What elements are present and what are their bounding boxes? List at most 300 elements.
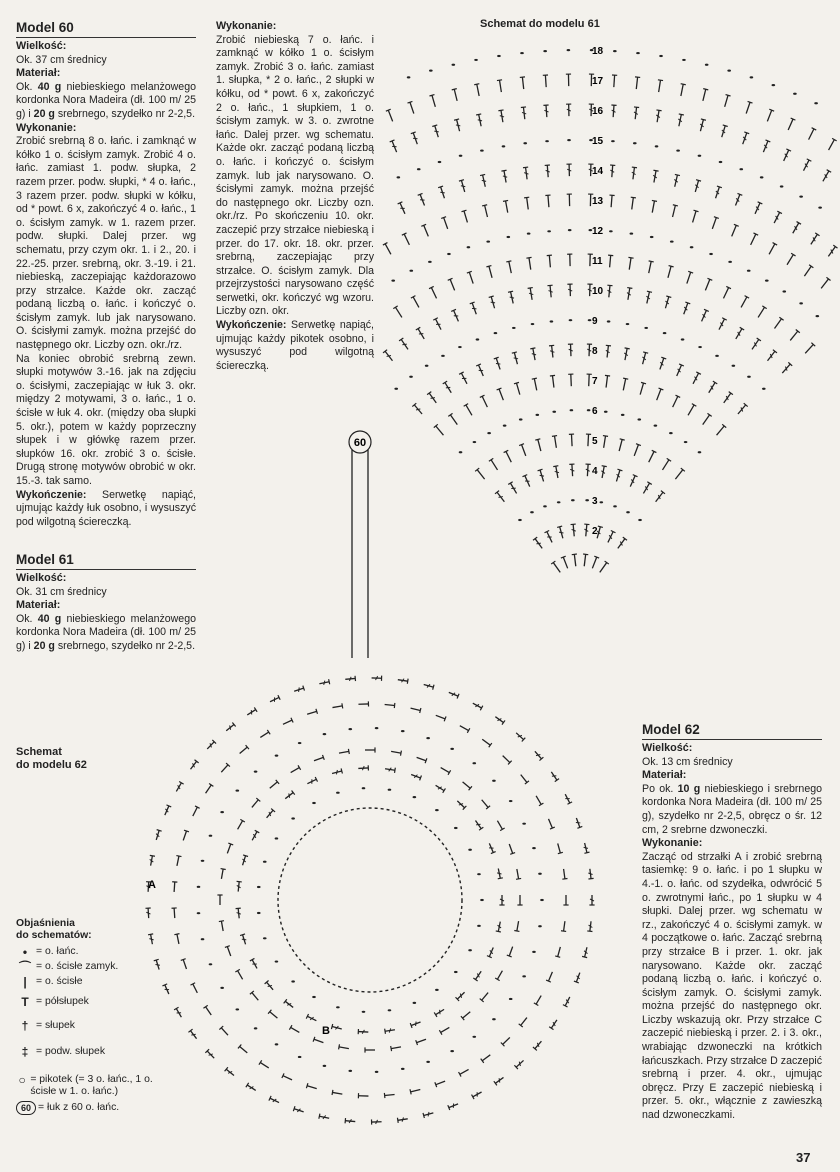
stitch-mark [383, 350, 394, 363]
legend-item: | = o. ścisłe [23, 975, 83, 989]
chain-mark [585, 499, 589, 501]
chain-mark [426, 737, 430, 739]
model61-work-label: Wykonanie: [216, 20, 277, 32]
chain-mark [552, 411, 556, 413]
chain-mark [684, 441, 688, 443]
stitch-mark [434, 424, 446, 437]
stitch-mark [780, 362, 792, 374]
stitch-mark [715, 424, 727, 437]
round-label: 3 [592, 496, 598, 507]
stitch-mark [729, 224, 738, 237]
stitch-mark [586, 374, 592, 386]
stitch-mark [514, 921, 521, 932]
chain-mark [494, 332, 498, 334]
stitch-mark [235, 819, 245, 830]
chain-mark [201, 938, 205, 940]
chain-mark [362, 1011, 366, 1013]
stitch-mark [474, 84, 481, 97]
round-label: 2 [592, 526, 598, 537]
chain-mark [468, 849, 472, 851]
chain-mark [503, 424, 507, 426]
chain-mark [454, 827, 458, 829]
stitch-mark [472, 701, 483, 710]
stitch-mark [421, 224, 430, 237]
stitch-mark [569, 434, 575, 446]
stitch-mark [434, 783, 445, 793]
chain-mark [780, 185, 784, 187]
round-label: 15 [592, 136, 604, 147]
chain-mark [458, 346, 462, 348]
stitch-mark [219, 869, 226, 880]
stitch-mark [698, 119, 706, 132]
stitch-mark [459, 723, 470, 732]
stitch-mark [494, 357, 503, 370]
stitch-mark [674, 364, 684, 377]
stitch-mark [826, 138, 836, 151]
stitch-mark [174, 856, 181, 867]
stitch-mark [331, 768, 342, 776]
stitch-mark [656, 80, 663, 93]
stitch-mark [568, 344, 574, 356]
chain-mark [480, 149, 484, 151]
chain-mark [435, 809, 439, 811]
chain-mark [719, 161, 723, 163]
chain-mark [454, 971, 458, 973]
stitch-mark [646, 450, 656, 463]
chain-mark [298, 1056, 302, 1058]
chain-mark [468, 949, 472, 951]
model60-material-text: Ok. 40 g niebieskiego melanżowego kordonka Nora Madeira (dł. 100 m/ 25 g) i 20 g srebrnego, szydełko nr 2-2,5. [16, 80, 196, 120]
stitch-mark [750, 338, 761, 351]
stitch-mark [660, 458, 671, 471]
chain-mark [527, 232, 531, 234]
chain-mark [263, 861, 267, 863]
chain-mark [417, 168, 421, 170]
chain-mark [818, 207, 822, 209]
chain-mark [538, 925, 542, 927]
stitch-mark [821, 170, 832, 183]
stitch-mark [819, 277, 830, 290]
stitch-mark [641, 482, 652, 495]
stitch-mark [265, 980, 275, 991]
stitch-mark [238, 745, 249, 755]
chain-mark [459, 155, 463, 157]
stitch-mark [203, 783, 213, 794]
stitch-mark [412, 403, 424, 416]
chain-mark [814, 102, 818, 104]
chart61-marks [383, 49, 838, 574]
stitch-mark [633, 107, 640, 120]
stitch-mark [566, 74, 571, 86]
stitch-mark [614, 469, 622, 482]
stitch-mark [663, 296, 671, 309]
stitch-mark [495, 491, 506, 504]
legend-item: • = o. łańc. [22, 945, 79, 959]
stitch-mark [454, 119, 462, 132]
chain-mark [698, 451, 702, 453]
stitch-mark [265, 809, 275, 820]
stitch-mark [654, 388, 663, 401]
stitch-mark [508, 482, 519, 495]
stitch-mark [172, 882, 178, 892]
stitch-mark [744, 101, 753, 114]
chain-arch-diagram [340, 420, 380, 660]
stitch-mark [713, 186, 722, 199]
chain-mark [765, 280, 769, 282]
stitch-mark [306, 1014, 317, 1023]
stitch-mark [598, 561, 609, 574]
stitch-mark [788, 329, 800, 342]
chain-mark [637, 418, 641, 420]
round-label: 18 [592, 46, 604, 57]
chain-mark [450, 748, 454, 750]
stitch-mark [514, 1059, 525, 1070]
chain-mark [739, 168, 743, 170]
round-label: 9 [592, 316, 598, 327]
stitch-mark [801, 159, 811, 172]
chain-mark [254, 1027, 258, 1029]
model60-work-p2: Na koniec obrobić srebrną zewn. słupki motywów 3.-16. jak na zdjęciu o. ścisłymi, zaczepiając w łuk 3. okr. między 2 motywami, 3 o. łańc., 1 o. ścisłe w łuk 4. okr. (między oba słupki 5. okr.), potem w każdy poprzeczny słupek i w główkę razem przer. słupków 16. okr. zrobić 3 o. ścisłe. Drugą stronę motywów obrobić w okr. 15.-3. tak samo. [16, 352, 196, 487]
stitch-mark [236, 908, 242, 918]
schema61-title: Schemat do modelu 61 [480, 18, 600, 30]
stitch-mark [568, 374, 574, 386]
stitch-mark [384, 1092, 394, 1098]
stitch-mark [736, 403, 748, 416]
stitch-mark [345, 1118, 355, 1124]
model60-size-label: Wielkość: [16, 40, 67, 52]
stitch-mark [806, 128, 816, 141]
stitch-mark [590, 556, 599, 569]
stitch-mark [393, 306, 404, 319]
chain-mark [425, 365, 429, 367]
stitch-mark [250, 830, 259, 841]
stitch-mark [452, 89, 460, 102]
chain-mark [793, 93, 797, 95]
stitch-mark [448, 278, 457, 291]
chain-mark [336, 792, 340, 794]
stitch-mark [407, 101, 416, 114]
stitch-mark [606, 530, 616, 543]
chain-mark [236, 789, 240, 791]
stitch-mark [219, 763, 230, 774]
stitch-mark [225, 1067, 236, 1077]
stitch-mark [476, 364, 486, 377]
stitch-mark [583, 524, 589, 536]
chain-mark [782, 290, 786, 292]
chain-mark [669, 432, 673, 434]
stitch-mark [655, 110, 662, 123]
stitch-mark [240, 855, 248, 866]
stitch-mark [628, 475, 638, 488]
stitch-mark [765, 109, 774, 122]
stitch-mark [587, 868, 593, 879]
stitch-mark [561, 921, 567, 932]
chain-mark [298, 742, 302, 744]
stitch-mark [670, 395, 680, 408]
stitch-mark [459, 180, 467, 193]
stitch-mark [557, 526, 565, 539]
chain-mark [375, 1071, 379, 1073]
stitch-mark [555, 946, 563, 957]
stitch-mark [383, 243, 393, 256]
stitch-mark [585, 434, 591, 446]
model61-material-label: Materiał: [16, 599, 61, 612]
stitch-mark [563, 793, 572, 804]
stitch-mark [225, 843, 233, 854]
stitch-mark [524, 197, 531, 210]
chain-mark [681, 338, 685, 340]
stitch-mark [574, 817, 582, 828]
stitch-mark [429, 286, 439, 299]
chain-mark [607, 320, 611, 322]
chain-mark [413, 796, 417, 798]
stitch-mark [358, 701, 368, 707]
stitch-mark [456, 990, 467, 1001]
stitch-mark [607, 255, 613, 267]
stitch-mark [521, 107, 528, 120]
stitch-mark [448, 1101, 459, 1110]
stitch-mark [611, 105, 617, 117]
stitch-mark [494, 1075, 505, 1085]
stitch-mark [545, 195, 551, 207]
stitch-mark [609, 195, 615, 207]
stitch-mark [543, 105, 549, 117]
stitch-mark [306, 1083, 317, 1091]
stitch-mark [313, 1037, 324, 1045]
stitch-mark [703, 278, 712, 291]
stitch-mark [246, 1083, 257, 1093]
chain-mark [428, 261, 432, 263]
stitch-mark [802, 265, 813, 278]
stitch-mark [552, 436, 559, 449]
page-number: 37 [796, 1150, 811, 1165]
chain-mark [388, 789, 392, 791]
chain-mark [540, 899, 544, 901]
stitch-mark [410, 706, 421, 713]
stitch-mark [459, 1067, 470, 1076]
stitch-mark [719, 125, 727, 138]
stitch-mark [416, 755, 427, 763]
chain-mark [497, 55, 501, 57]
stitch-mark [532, 378, 540, 391]
stitch-mark [339, 749, 350, 756]
chain-mark [480, 899, 484, 901]
chain-mark [772, 84, 776, 86]
stitch-mark [514, 382, 522, 395]
chain-mark [447, 253, 451, 255]
stitch-mark [545, 530, 555, 543]
stitch-mark [489, 458, 500, 471]
model61-finish: Wykończenie: Serwetkę napiąć, ujmując każdy pikotek osobno, i wysuszyć pod wilgotną ściereczką. [216, 319, 374, 372]
stitch-mark [487, 842, 496, 853]
stitch-mark [622, 348, 629, 361]
chain-mark [220, 811, 224, 813]
stitch-mark [630, 167, 637, 180]
chain-mark [587, 409, 591, 411]
stitch-mark [686, 404, 697, 417]
stitch-mark [331, 1024, 342, 1032]
chain-mark [409, 270, 413, 272]
round-label: 11 [592, 256, 603, 267]
stitch-mark [523, 167, 530, 180]
stitch-mark [386, 109, 395, 122]
model61-size-text: Ok. 31 cm średnicy [16, 585, 107, 598]
chain-mark [522, 975, 526, 977]
chain-mark [567, 139, 571, 141]
chain-mark [747, 376, 751, 378]
stitch-mark [567, 284, 573, 296]
stitch-mark [508, 291, 516, 304]
stitch-mark [646, 261, 654, 274]
stitch-mark [293, 1106, 304, 1114]
stitch-mark [519, 444, 528, 457]
chain-mark [568, 229, 572, 231]
stitch-mark [739, 296, 749, 309]
stitch-mark [644, 291, 652, 304]
stitch-mark [678, 84, 685, 97]
stitch-mark [498, 110, 505, 123]
round-label: 17 [592, 76, 604, 87]
chain-mark [636, 52, 640, 54]
stitch-mark [332, 1090, 343, 1097]
chain-mark [626, 511, 630, 513]
chain-mark [650, 236, 654, 238]
chart62-diagram [100, 630, 640, 1160]
chain-mark [569, 319, 573, 321]
model60-title: Model 60 [16, 20, 196, 38]
stitch-mark [434, 1007, 445, 1017]
chain-mark [600, 501, 604, 503]
chain-mark [567, 49, 571, 51]
chain-mark [438, 161, 442, 163]
stitch-mark [319, 679, 330, 686]
chain-mark [536, 414, 540, 416]
stitch-mark [721, 286, 731, 299]
stitch-mark [427, 392, 438, 405]
stitch-mark [561, 869, 567, 880]
stitch-mark [203, 1005, 213, 1016]
stitch-mark [572, 554, 579, 567]
chain-mark [512, 327, 516, 329]
stitch-mark [496, 868, 503, 879]
stitch-mark [501, 754, 512, 765]
chain-mark [633, 142, 637, 144]
stitch-mark [526, 257, 533, 270]
stitch-mark [563, 895, 568, 905]
chain-mark [799, 302, 803, 304]
chain-mark [732, 365, 736, 367]
stitch-mark [464, 404, 475, 417]
stitch-mark [765, 350, 776, 363]
stitch-mark [681, 302, 690, 315]
chain-mark [626, 323, 630, 325]
chain-mark [705, 64, 709, 66]
chain-mark [275, 755, 279, 757]
stitch-mark [657, 357, 666, 370]
stitch-mark [476, 114, 484, 127]
stitch-mark [391, 749, 402, 756]
chain-mark [257, 912, 261, 914]
stitch-mark [313, 755, 324, 763]
stitch-mark [397, 677, 408, 684]
stitch-mark [517, 895, 522, 905]
model61-size-label: Wielkość: [16, 572, 67, 584]
stitch-mark [429, 95, 437, 108]
stitch-mark [651, 170, 658, 183]
stitch-mark [480, 395, 490, 408]
stitch-mark [365, 747, 375, 752]
stitch-mark [486, 266, 494, 279]
chain-mark [486, 240, 490, 242]
stitch-mark [448, 413, 459, 426]
stitch-mark [785, 253, 796, 266]
legend-item: ○ = pikotek (= 3 o. łańc., 1 o. ścisłe w 1. o. łańc.) [18, 1073, 153, 1097]
stitch-mark [547, 255, 553, 267]
chain-mark [197, 886, 201, 888]
stitch-mark [181, 959, 189, 970]
chain-mark [263, 937, 267, 939]
round-label: 10 [592, 286, 604, 297]
stitch-mark [530, 348, 537, 361]
stitch-mark [654, 491, 665, 504]
chain-mark [275, 960, 279, 962]
stitch-mark [481, 1053, 492, 1063]
stitch-mark [284, 791, 295, 801]
round-label: 6 [592, 406, 598, 417]
stitch-mark [567, 254, 573, 266]
stitch-mark [772, 317, 783, 330]
stitch-mark [753, 202, 763, 215]
stitch-mark [549, 1018, 559, 1029]
chain-mark [275, 1043, 279, 1045]
stitch-mark [582, 554, 589, 567]
legend-item: 60 = łuk z 60 o. łańc. [16, 1101, 176, 1115]
chain-mark [557, 501, 561, 503]
stitch-mark [174, 781, 184, 792]
stitch-mark [319, 1114, 330, 1121]
chain-mark [236, 1008, 240, 1010]
stitch-mark [411, 296, 421, 309]
chain-mark [604, 411, 608, 413]
stitch-mark [495, 969, 505, 980]
stitch-mark [238, 1044, 249, 1054]
stitch-mark [259, 1060, 270, 1070]
chain-mark [257, 886, 261, 888]
chain-mark [476, 338, 480, 340]
stitch-mark [601, 436, 608, 449]
stitch-mark [690, 210, 698, 223]
chain-mark [509, 998, 513, 1000]
chain-mark [209, 835, 213, 837]
stitch-mark [549, 345, 555, 358]
chain-mark [397, 176, 401, 178]
chain-mark [518, 519, 522, 521]
stitch-mark [699, 309, 709, 322]
stitch-mark [533, 750, 543, 761]
stitch-mark [566, 164, 571, 176]
chain-mark [426, 1061, 430, 1063]
stitch-mark [499, 895, 504, 905]
stitch-mark [282, 1073, 293, 1082]
stitch-mark [717, 318, 727, 331]
stitch-mark [398, 202, 408, 215]
stitch-mark [786, 118, 796, 131]
stitch-mark [172, 908, 178, 918]
chain-mark [472, 1036, 476, 1038]
stitch-mark [411, 132, 420, 145]
stitch-mark [632, 444, 641, 457]
stitch-mark [480, 991, 490, 1002]
